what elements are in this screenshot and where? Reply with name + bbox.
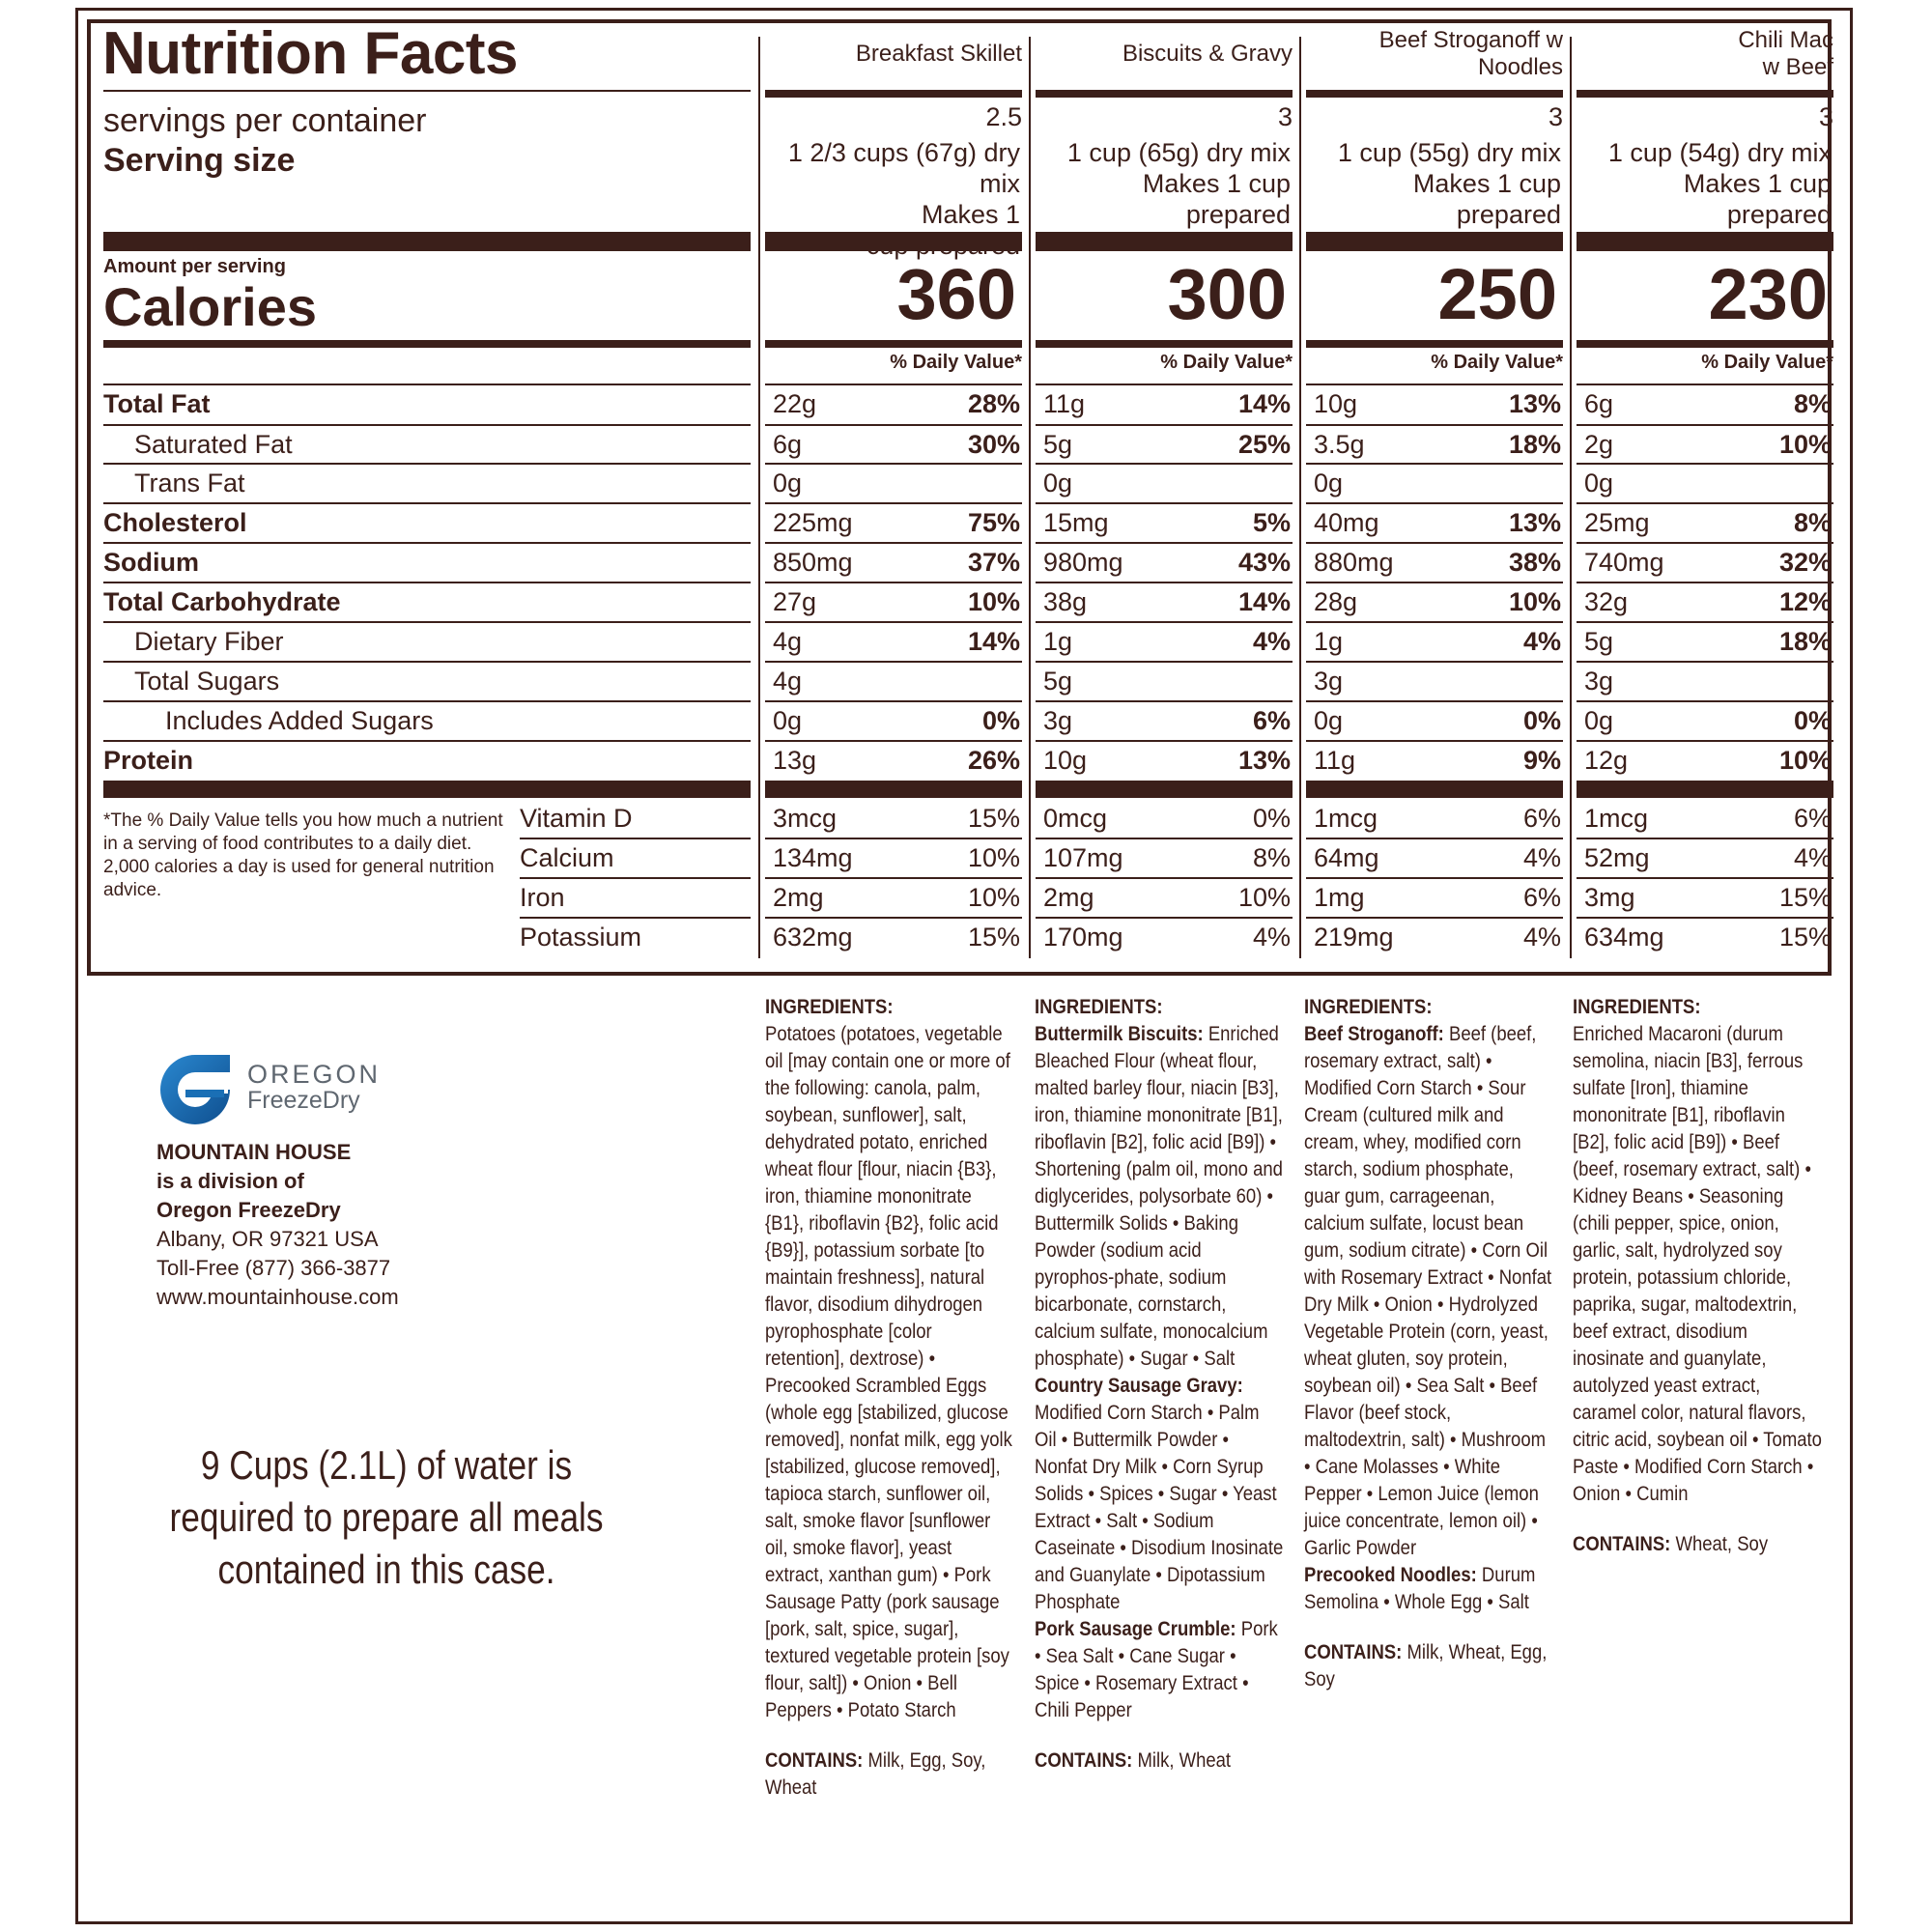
nutrient-daily-value: 10% <box>1778 430 1832 459</box>
ingredients-heading: INGREDIENTS: <box>1035 995 1163 1018</box>
vitamin-amount: 2mg <box>773 883 824 912</box>
servings-label: servings per container <box>103 102 427 139</box>
row-divider <box>765 502 1022 504</box>
ingredients-section-text: Beef (beef, rosemary extract, salt) • Modified Corn Starch • Sour Cream (cultured milk and cream, whey, modified corn starch, sodium phosphate, guar gum, carrageenan, calcium sulfate, locust bean gum, sodium citrate) • Corn Oil with Rosemary Extract • Nonfat Dry Milk • Onion • Hydrolyzed Vegetable Protein (corn, yeast, wheat gluten, soy protein, soybean oil) • Sea Salt • Beef Flavor (beef stock, maltodextrin, salt) • Mushroom • Cane Molasses • White Pepper • Lemon Juice (lemon juice concentrate, lemon oil) • Garlic Powder <box>1304 1022 1552 1559</box>
row-divider <box>1306 917 1563 919</box>
nutrient-label: Trans Fat <box>134 469 245 497</box>
contains-label: CONTAINS: <box>765 1748 864 1772</box>
row-divider <box>765 542 1022 544</box>
nutrient-amount: 27g <box>773 587 817 616</box>
vitamin-daily-value: 4% <box>1522 923 1561 952</box>
nutrient-amount: 32g <box>1584 587 1629 616</box>
ingredients-column <box>1573 993 1822 1557</box>
vitamin-label: Potassium <box>520 923 642 952</box>
ingredients-section-title: Pork Sausage Crumble: <box>1035 1617 1236 1640</box>
row-divider <box>103 542 751 544</box>
row-divider <box>1306 463 1563 465</box>
ingredients-heading: INGREDIENTS: <box>765 995 894 1018</box>
nutrient-amount: 0g <box>1314 706 1344 735</box>
nutrient-amount: 3g <box>1584 667 1614 696</box>
ingredients-column <box>765 993 1014 1801</box>
vitamin-amount: 3mcg <box>773 804 838 833</box>
nutrient-daily-value: 43% <box>1237 548 1291 577</box>
nutrient-daily-value: 0% <box>1793 706 1832 735</box>
vitamin-daily-value: 10% <box>967 843 1020 872</box>
calories-value: 360 <box>896 254 1016 334</box>
vitamin-amount: 107mg <box>1043 843 1123 872</box>
ingredients-text: Potatoes (potatoes, vegetable oil [may contain one or more of the following: canola, palm, soybean, sunflower], salt, dehydrated potato, enriched wheat flour [flour, niacin {B3}, iron, thiamine mononitrate {B1}, riboflavin {B2}, folic acid {B9}], potassium sorbate [to maintain freshness], natural flavor, disodium dihydrogen pyrophosphate [color retention], dextrose) • Precooked Scrambled Eggs (whole egg [stabilized, glucose removed], nonfat milk, egg yolk [stabilized, glucose removed], tapioca starch, sunflower oil, salt, smoke flavor [sunflower oil, smoke flavor], yeast extract, xanthan gum) • Pork Sausage Patty (pork sausage [pork, salt, spice, sugar], textured vegetable protein [soy flour, salt]) • Onion • Bell Peppers • Potato Starch <box>765 1022 1012 1721</box>
logo-mark-icon <box>156 1051 234 1128</box>
servings-per-container: 2.5 <box>985 102 1022 131</box>
nutrient-daily-value: 37% <box>967 548 1020 577</box>
row-divider <box>1036 877 1293 879</box>
nutrient-amount: 11g <box>1043 389 1086 418</box>
nutrient-daily-value: 25% <box>1237 430 1291 459</box>
row-divider <box>765 424 1022 426</box>
contains-list: Milk, Egg, Soy, Wheat <box>765 1748 986 1799</box>
nutrient-amount: 5g <box>1043 667 1073 696</box>
vitamin-daily-value: 15% <box>1778 923 1832 952</box>
company-line3: Oregon FreezeDry <box>156 1198 341 1222</box>
serving-size-line: prepared <box>1185 200 1291 229</box>
row-divider <box>1306 740 1563 742</box>
nutrient-amount: 0g <box>1584 706 1614 735</box>
serving-size <box>1287 137 1561 230</box>
company-info <box>156 1138 399 1312</box>
row-divider <box>1306 838 1563 839</box>
vitamin-daily-value: 4% <box>1522 843 1561 872</box>
nutrient-amount: 11g <box>1314 746 1356 775</box>
row-divider <box>103 740 751 742</box>
ingredients-text: Enriched Macaroni (durum semolina, niacin [B3], ferrous sulfate [Iron], thiamine mononitrate [B1], riboflavin [B2], folic acid [B9]) • Beef (beef, rosemary extract, salt) • Kidney Beans • Seasoning (chili pepper, spice, onion, garlic, salt, hydrolyzed soy protein, potassium chloride, paprika, sugar, maltodextrin, beef extract, disodium inosinate and guanylate, autolyzed yeast extract, caramel color, natural flavors, citric acid, soybean oil • Tomato Paste • Modified Corn Starch • Onion • Cumin <box>1573 1022 1822 1505</box>
nutrient-daily-value: 6% <box>1252 706 1291 735</box>
vitamin-daily-value: 15% <box>967 804 1020 833</box>
vitamin-amount: 0mcg <box>1043 804 1108 833</box>
row-divider <box>765 740 1022 742</box>
row-divider <box>1577 740 1833 742</box>
contains-list: Milk, Wheat <box>1137 1748 1232 1772</box>
allergen-statement <box>1304 1638 1553 1692</box>
nutrient-amount: 0g <box>773 706 803 735</box>
ingredients-section <box>1035 1020 1284 1372</box>
nutrient-amount: 1g <box>1043 627 1073 656</box>
row-divider <box>1306 661 1563 663</box>
vitamin-label: Vitamin D <box>520 804 633 833</box>
vitamin-amount: 3mg <box>1584 883 1635 912</box>
serving-size <box>1557 137 1832 230</box>
nutrient-amount: 12g <box>1584 746 1629 775</box>
nutrient-amount: 3.5g <box>1314 430 1365 459</box>
ingredients-section-text: Enriched Bleached Flour (wheat flour, malted barley flour, niacin [B3], iron, thiamine mononitrate [B1], riboflavin [B2], folic acid [B9]) • Shortening (palm oil, mono and diglycerides, polysorbate 60) • Buttermilk Solids • Baking Powder (sodium acid pyrophos-phate, sodium bicarbonate, cornstarch, calcium sulfate, monocalcium phosphate) • Sugar • Salt <box>1035 1022 1283 1370</box>
oregon-freezedry-logo <box>156 1051 234 1128</box>
allergen-statement <box>1573 1530 1822 1557</box>
row-divider <box>1577 700 1833 702</box>
vitamin-amount: 2mg <box>1043 883 1094 912</box>
ingredients-section <box>1035 1615 1284 1723</box>
nutrient-daily-value: 18% <box>1778 627 1832 656</box>
vitamin-amount: 134mg <box>773 843 853 872</box>
ingredients-column <box>1035 993 1284 1774</box>
column-top-bar <box>1036 90 1293 98</box>
thick-bar <box>1306 781 1563 798</box>
vitamin-amount: 632mg <box>773 923 853 952</box>
spacer <box>765 1723 1014 1747</box>
vitamin-daily-value: 4% <box>1252 923 1291 952</box>
row-divider <box>520 877 751 879</box>
nutrient-label: Saturated Fat <box>134 430 293 459</box>
medium-bar <box>1036 340 1293 348</box>
nutrient-amount: 225mg <box>773 508 853 537</box>
ingredients-section-title: Country Sausage Gravy: <box>1035 1374 1243 1397</box>
calories-value: 230 <box>1708 254 1828 334</box>
servings-per-container: 3 <box>1548 102 1563 131</box>
nutrient-amount: 740mg <box>1584 548 1664 577</box>
row-divider <box>103 502 751 504</box>
ingredients-heading: INGREDIENTS: <box>1573 995 1701 1018</box>
amount-per-serving-label: Amount per serving <box>103 256 286 277</box>
nutrient-label: Includes Added Sugars <box>165 706 434 735</box>
product-name-line: Breakfast Skillet <box>855 41 1022 67</box>
nutrient-amount: 0g <box>773 469 803 497</box>
row-divider <box>103 582 751 583</box>
row-divider <box>1577 542 1833 544</box>
product-name <box>1306 27 1563 81</box>
vitamin-daily-value: 4% <box>1793 843 1832 872</box>
serving-size <box>1016 137 1291 230</box>
company-website: www.mountainhouse.com <box>156 1285 399 1309</box>
spacer <box>1573 1507 1822 1530</box>
nutrient-daily-value: 28% <box>967 389 1020 418</box>
nutrient-amount: 5g <box>1043 430 1073 459</box>
serving-size-line: Makes 1 cup <box>1412 169 1561 198</box>
vitamin-daily-value: 10% <box>967 883 1020 912</box>
nutrient-amount: 10g <box>1314 389 1358 418</box>
serving-size-line: 1 2/3 cups (67g) dry mix <box>787 138 1020 198</box>
row-divider <box>1306 700 1563 702</box>
vitamin-daily-value: 10% <box>1237 883 1291 912</box>
medium-bar <box>1306 340 1563 348</box>
row-divider <box>1036 661 1293 663</box>
nutrient-amount: 0g <box>1584 469 1614 497</box>
row-divider <box>1306 384 1563 385</box>
nutrient-amount: 13g <box>773 746 817 775</box>
serving-size-line: Makes 1 cup <box>1683 169 1832 198</box>
nutrient-daily-value: 0% <box>981 706 1020 735</box>
thick-bar <box>1036 781 1293 798</box>
vitamin-amount: 219mg <box>1314 923 1394 952</box>
nutrient-amount: 15mg <box>1043 508 1109 537</box>
serving-size-line: Makes 1 cup <box>1142 169 1291 198</box>
row-divider <box>1577 621 1833 623</box>
row-divider <box>1577 463 1833 465</box>
row-divider <box>1577 424 1833 426</box>
serving-size-line: 1 cup (54g) dry mix <box>1607 138 1832 167</box>
row-divider <box>1577 661 1833 663</box>
product-name-line: Biscuits & Gravy <box>1122 41 1293 67</box>
nutrient-daily-value: 8% <box>1793 508 1832 537</box>
calories-value: 250 <box>1437 254 1557 334</box>
serving-size-line: 1 cup (55g) dry mix <box>1337 138 1561 167</box>
vitamin-amount: 1mg <box>1314 883 1365 912</box>
panel-title: Nutrition Facts <box>102 20 518 87</box>
contains-list: Wheat, Soy <box>1675 1532 1769 1555</box>
product-name-line: w Beef <box>1762 54 1833 80</box>
nutrient-amount: 0g <box>1314 469 1344 497</box>
nutrient-amount: 3g <box>1043 706 1073 735</box>
allergen-statement <box>1035 1747 1284 1774</box>
vitamin-amount: 170mg <box>1043 923 1123 952</box>
vitamin-amount: 1mcg <box>1314 804 1378 833</box>
product-name-line: Noodles <box>1477 54 1563 80</box>
nutrient-daily-value: 14% <box>1237 587 1291 616</box>
nutrient-amount: 6g <box>1584 389 1614 418</box>
nutrient-amount: 4g <box>773 627 803 656</box>
row-divider <box>1577 877 1833 879</box>
nutrient-amount: 850mg <box>773 548 853 577</box>
product-name-line: Beef Stroganoff w <box>1378 27 1563 53</box>
product-name <box>1036 41 1293 68</box>
water-requirement-note: 9 Cups (2.1L) of water is required to prepare all meals contained in this case. <box>169 1442 604 1592</box>
ingredients-section-text: Pork • Sea Salt • Cane Sugar • Spice • Rosemary Extract • Chili Pepper <box>1035 1617 1278 1721</box>
row-divider <box>1036 424 1293 426</box>
company-phone: Toll-Free (877) 366-3877 <box>156 1256 391 1280</box>
row-divider <box>1306 424 1563 426</box>
nutrient-label: Sodium <box>103 548 199 577</box>
vitamin-amount: 1mcg <box>1584 804 1649 833</box>
nutrient-amount: 880mg <box>1314 548 1394 577</box>
column-top-bar <box>765 90 1022 98</box>
nutrient-daily-value: 10% <box>1508 587 1561 616</box>
row-divider <box>1036 542 1293 544</box>
contains-label: CONTAINS: <box>1573 1532 1671 1555</box>
nutrient-label: Total Carbohydrate <box>103 587 341 616</box>
vitamin-daily-value: 15% <box>967 923 1020 952</box>
serving-size-line: prepared <box>1726 200 1832 229</box>
row-divider <box>1577 502 1833 504</box>
row-divider <box>1036 502 1293 504</box>
nutrient-daily-value: 30% <box>967 430 1020 459</box>
row-divider <box>1036 621 1293 623</box>
medium-bar <box>1577 340 1833 348</box>
thick-bar <box>103 232 751 251</box>
nutrient-daily-value: 0% <box>1522 706 1561 735</box>
serving-size-line: 1 cup (65g) dry mix <box>1066 138 1291 167</box>
divider <box>103 90 751 92</box>
thick-bar <box>1306 232 1563 251</box>
row-divider <box>1577 384 1833 385</box>
ingredients-section-title: Buttermilk Biscuits: <box>1035 1022 1204 1045</box>
ingredients-section-title: Beef Stroganoff: <box>1304 1022 1444 1045</box>
thick-bar <box>103 781 751 798</box>
nutrient-daily-value: 13% <box>1508 389 1561 418</box>
row-divider <box>520 917 751 919</box>
nutrient-label: Cholesterol <box>103 508 247 537</box>
nutrient-amount: 1g <box>1314 627 1344 656</box>
vitamin-amount: 634mg <box>1584 923 1664 952</box>
vitamin-label: Iron <box>520 883 565 912</box>
allergen-statement <box>765 1747 1014 1801</box>
vitamin-daily-value: 0% <box>1252 804 1291 833</box>
row-divider <box>765 582 1022 583</box>
thick-bar <box>1577 781 1833 798</box>
row-divider <box>520 838 751 839</box>
row-divider <box>765 917 1022 919</box>
ingredients-section <box>1304 1561 1553 1615</box>
row-divider <box>765 838 1022 839</box>
row-divider <box>1036 463 1293 465</box>
row-divider <box>1306 582 1563 583</box>
spacer <box>1304 1615 1553 1638</box>
vitamin-label: Calcium <box>520 843 614 872</box>
row-divider <box>1036 740 1293 742</box>
row-divider <box>765 877 1022 879</box>
nutrient-amount: 3g <box>1314 667 1344 696</box>
serving-size-line: prepared <box>1456 200 1561 229</box>
nutrient-label: Total Fat <box>103 389 211 418</box>
nutrient-amount: 25mg <box>1584 508 1650 537</box>
company-address: Albany, OR 97321 USA <box>156 1227 379 1251</box>
ingredients-section <box>1304 1020 1553 1561</box>
daily-value-footnote: *The % Daily Value tells you how much a nutrient in a serving of food contributes to a daily diet. 2,000 calories a day is used for general nutrition advice. <box>103 810 503 900</box>
row-divider <box>1036 838 1293 839</box>
daily-value-header: % Daily Value* <box>890 352 1022 373</box>
nutrient-daily-value: 12% <box>1778 587 1832 616</box>
row-divider <box>103 621 751 623</box>
thick-bar <box>1036 232 1293 251</box>
thick-bar <box>1577 232 1833 251</box>
row-divider <box>1577 917 1833 919</box>
vitamin-daily-value: 8% <box>1252 843 1291 872</box>
logo-text-bottom: FreezeDry <box>247 1087 360 1114</box>
nutrient-amount: 2g <box>1584 430 1614 459</box>
product-name-line: Chili Mac <box>1738 27 1833 53</box>
ingredients-section-text: Durum Semolina • Whole Egg • Salt <box>1304 1563 1536 1613</box>
company-line1: MOUNTAIN HOUSE <box>156 1140 352 1164</box>
nutrient-amount: 5g <box>1584 627 1614 656</box>
product-name <box>765 41 1022 68</box>
company-line2: is a division of <box>156 1169 304 1193</box>
nutrient-daily-value: 4% <box>1522 627 1561 656</box>
nutrient-amount: 28g <box>1314 587 1358 616</box>
nutrient-daily-value: 4% <box>1252 627 1291 656</box>
product-name <box>1577 27 1833 81</box>
row-divider <box>1306 877 1563 879</box>
row-divider <box>765 384 1022 385</box>
row-divider <box>103 424 751 426</box>
calories-label: Calories <box>103 276 317 337</box>
nutrient-daily-value: 14% <box>967 627 1020 656</box>
row-divider <box>1036 384 1293 385</box>
logo-text-top: OREGON <box>247 1060 382 1089</box>
serving-size-label: Serving size <box>103 142 296 179</box>
contains-label: CONTAINS: <box>1035 1748 1133 1772</box>
medium-bar <box>103 340 751 348</box>
nutrient-amount: 6g <box>773 430 803 459</box>
calories-value: 300 <box>1167 254 1287 334</box>
nutrient-amount: 38g <box>1043 587 1088 616</box>
nutrient-daily-value: 8% <box>1793 389 1832 418</box>
row-divider <box>765 463 1022 465</box>
thick-bar <box>765 781 1022 798</box>
row-divider <box>1036 917 1293 919</box>
nutrient-daily-value: 32% <box>1778 548 1832 577</box>
servings-per-container: 3 <box>1818 102 1833 131</box>
nutrient-daily-value: 9% <box>1522 746 1561 775</box>
serving-size-line: Makes 1 <box>921 200 1020 229</box>
contains-label: CONTAINS: <box>1304 1640 1403 1663</box>
nutrient-amount: 10g <box>1043 746 1088 775</box>
daily-value-header: % Daily Value* <box>1701 352 1833 373</box>
daily-value-header: % Daily Value* <box>1431 352 1563 373</box>
row-divider <box>1577 582 1833 583</box>
vitamin-amount: 64mg <box>1314 843 1379 872</box>
row-divider <box>765 621 1022 623</box>
nutrient-daily-value: 10% <box>1778 746 1832 775</box>
row-divider <box>103 700 751 702</box>
nutrient-daily-value: 5% <box>1252 508 1291 537</box>
row-divider <box>103 463 751 465</box>
thick-bar <box>765 232 1022 251</box>
row-divider <box>1306 542 1563 544</box>
ingredients-section <box>1035 1372 1284 1615</box>
row-divider <box>103 384 751 385</box>
nutrient-amount: 0g <box>1043 469 1073 497</box>
medium-bar <box>765 340 1022 348</box>
ingredients-section-title: Precooked Noodles: <box>1304 1563 1477 1586</box>
nutrient-label: Total Sugars <box>134 667 280 696</box>
row-divider <box>1306 621 1563 623</box>
ingredients-section-text: Modified Corn Starch • Palm Oil • Buttermilk Powder • Nonfat Dry Milk • Corn Syrup Solids • Spices • Sugar • Yeast Extract • Salt • Sodium Caseinate • Disodium Inosinate and Guanylate • Dipotassium Phosphate <box>1035 1401 1284 1613</box>
nutrient-amount: 980mg <box>1043 548 1123 577</box>
servings-per-container: 3 <box>1277 102 1293 131</box>
nutrient-daily-value: 38% <box>1508 548 1561 577</box>
vitamin-daily-value: 6% <box>1522 883 1561 912</box>
vitamin-daily-value: 6% <box>1793 804 1832 833</box>
daily-value-header: % Daily Value* <box>1160 352 1293 373</box>
nutrient-amount: 22g <box>773 389 817 418</box>
vitamin-daily-value: 15% <box>1778 883 1832 912</box>
nutrient-label: Protein <box>103 746 194 775</box>
row-divider <box>765 700 1022 702</box>
column-top-bar <box>1577 90 1833 98</box>
nutrient-daily-value: 75% <box>967 508 1020 537</box>
ingredients-column <box>1304 993 1553 1692</box>
row-divider <box>765 661 1022 663</box>
ingredients-heading: INGREDIENTS: <box>1304 995 1433 1018</box>
column-top-bar <box>1306 90 1563 98</box>
nutrient-daily-value: 13% <box>1237 746 1291 775</box>
nutrient-daily-value: 10% <box>967 587 1020 616</box>
contains-list: Milk, Wheat, Egg, Soy <box>1304 1640 1548 1690</box>
nutrient-label: Dietary Fiber <box>134 627 284 656</box>
nutrient-daily-value: 18% <box>1508 430 1561 459</box>
nutrient-amount: 40mg <box>1314 508 1379 537</box>
row-divider <box>1306 502 1563 504</box>
row-divider <box>1036 582 1293 583</box>
row-divider <box>1577 838 1833 839</box>
nutrient-daily-value: 26% <box>967 746 1020 775</box>
spacer <box>1035 1723 1284 1747</box>
vitamin-amount: 52mg <box>1584 843 1650 872</box>
nutrient-amount: 4g <box>773 667 803 696</box>
vitamin-daily-value: 6% <box>1522 804 1561 833</box>
row-divider <box>1036 700 1293 702</box>
row-divider <box>103 661 751 663</box>
nutrient-daily-value: 14% <box>1237 389 1291 418</box>
nutrient-daily-value: 13% <box>1508 508 1561 537</box>
